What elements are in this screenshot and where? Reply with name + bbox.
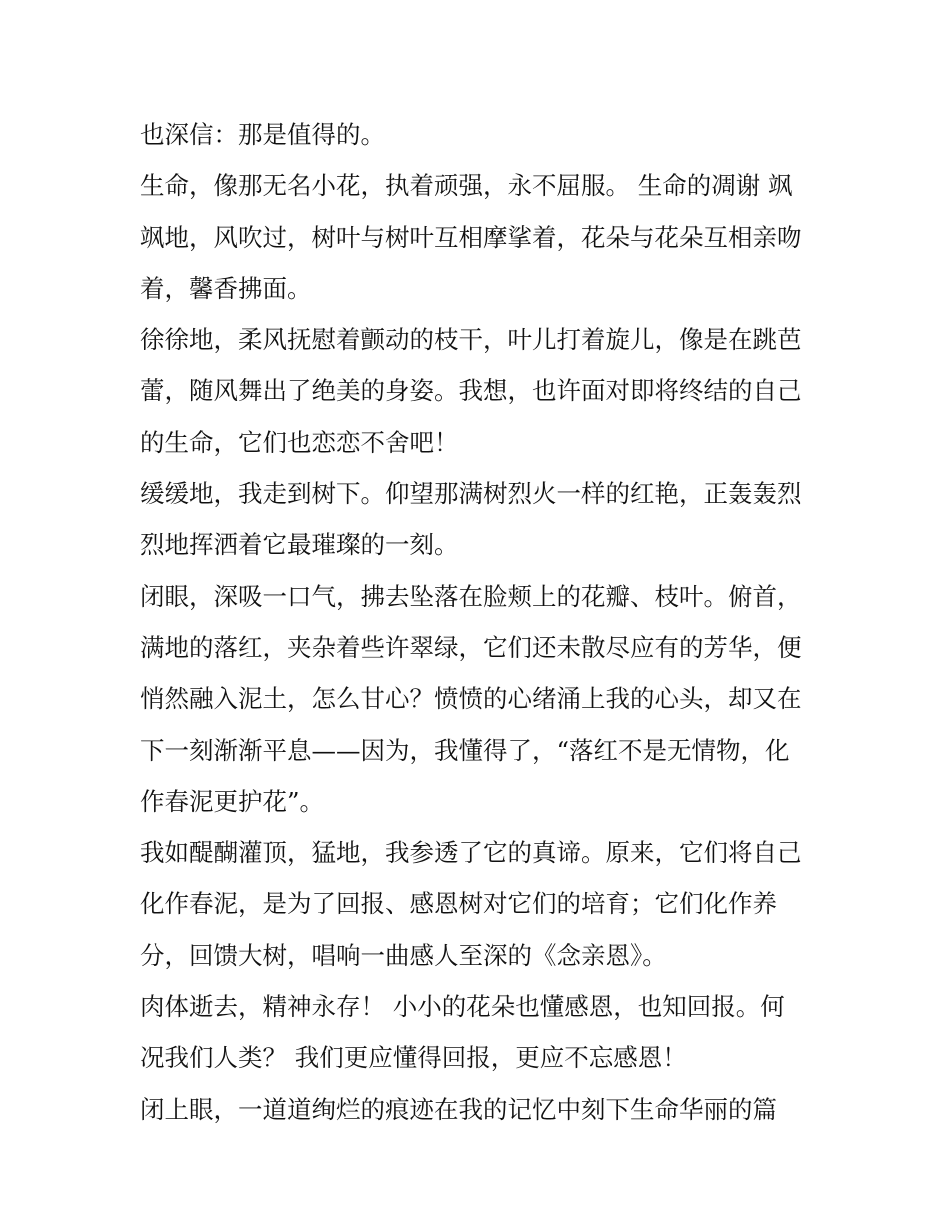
text-line: 闭眼，深吸一口气，拂去坠落在脸颊上的花瓣、枝叶。俯首， — [140, 581, 802, 611]
text-line: 的生命，它们也恋恋不舍吧！ — [140, 427, 459, 457]
text-line: 化作春泥，是为了回报、感恩树对它们的培育；它们化作养 — [140, 889, 777, 919]
text-line: 徐徐地，柔风抚慰着颤动的枝干，叶儿打着旋儿，像是在跳芭 — [140, 325, 802, 355]
text-line: 闭上眼，一道道绚烂的痕迹在我的记忆中刻下生命华丽的篇 — [140, 1094, 777, 1124]
text-line: 着，馨香拂面。 — [140, 273, 312, 303]
text-line: 作春泥更护花”。 — [140, 786, 325, 816]
text-line: 生命，像那无名小花，执着顽强，永不屈服。 生命的凋谢 飒 — [140, 171, 793, 201]
text-line: 分，回馈大树，唱响一曲感人至深的《念亲恩》。 — [140, 940, 667, 970]
text-line: 悄然融入泥土，怎么甘心？愤愤的心绪涌上我的心头，却又在 — [140, 684, 802, 714]
text-line: 飒地，风吹过，树叶与树叶互相摩挲着，花朵与花朵互相亲吻 — [140, 222, 802, 252]
text-line: 我如醍醐灌顶，猛地，我参透了它的真谛。原来，它们将自己 — [140, 838, 802, 868]
text-line: 况我们人类？ 我们更应懂得回报，更应不忘感恩！ — [140, 1043, 687, 1073]
text-line: 缓缓地，我走到树下。仰望那满树烈火一样的红艳，正轰轰烈 — [140, 479, 802, 509]
text-line: 烈地挥洒着它最璀璨的一刻。 — [140, 530, 459, 560]
text-line: 也深信：那是值得的。 — [140, 120, 385, 149]
essay-body — [140, 109, 820, 1135]
text-line: 下一刻渐渐平息——因为，我懂得了，“落红不是无情物，化 — [140, 735, 790, 765]
text-line: 蕾，随风舞出了绝美的身姿。我想，也许面对即将终结的自己 — [140, 376, 802, 406]
text-line: 肉体逝去，精神永存！ 小小的花朵也懂感恩，也知回报。何 — [140, 992, 785, 1022]
text-line: 满地的落红，夹杂着些许翠绿，它们还未散尽应有的芳华，便 — [140, 632, 802, 662]
